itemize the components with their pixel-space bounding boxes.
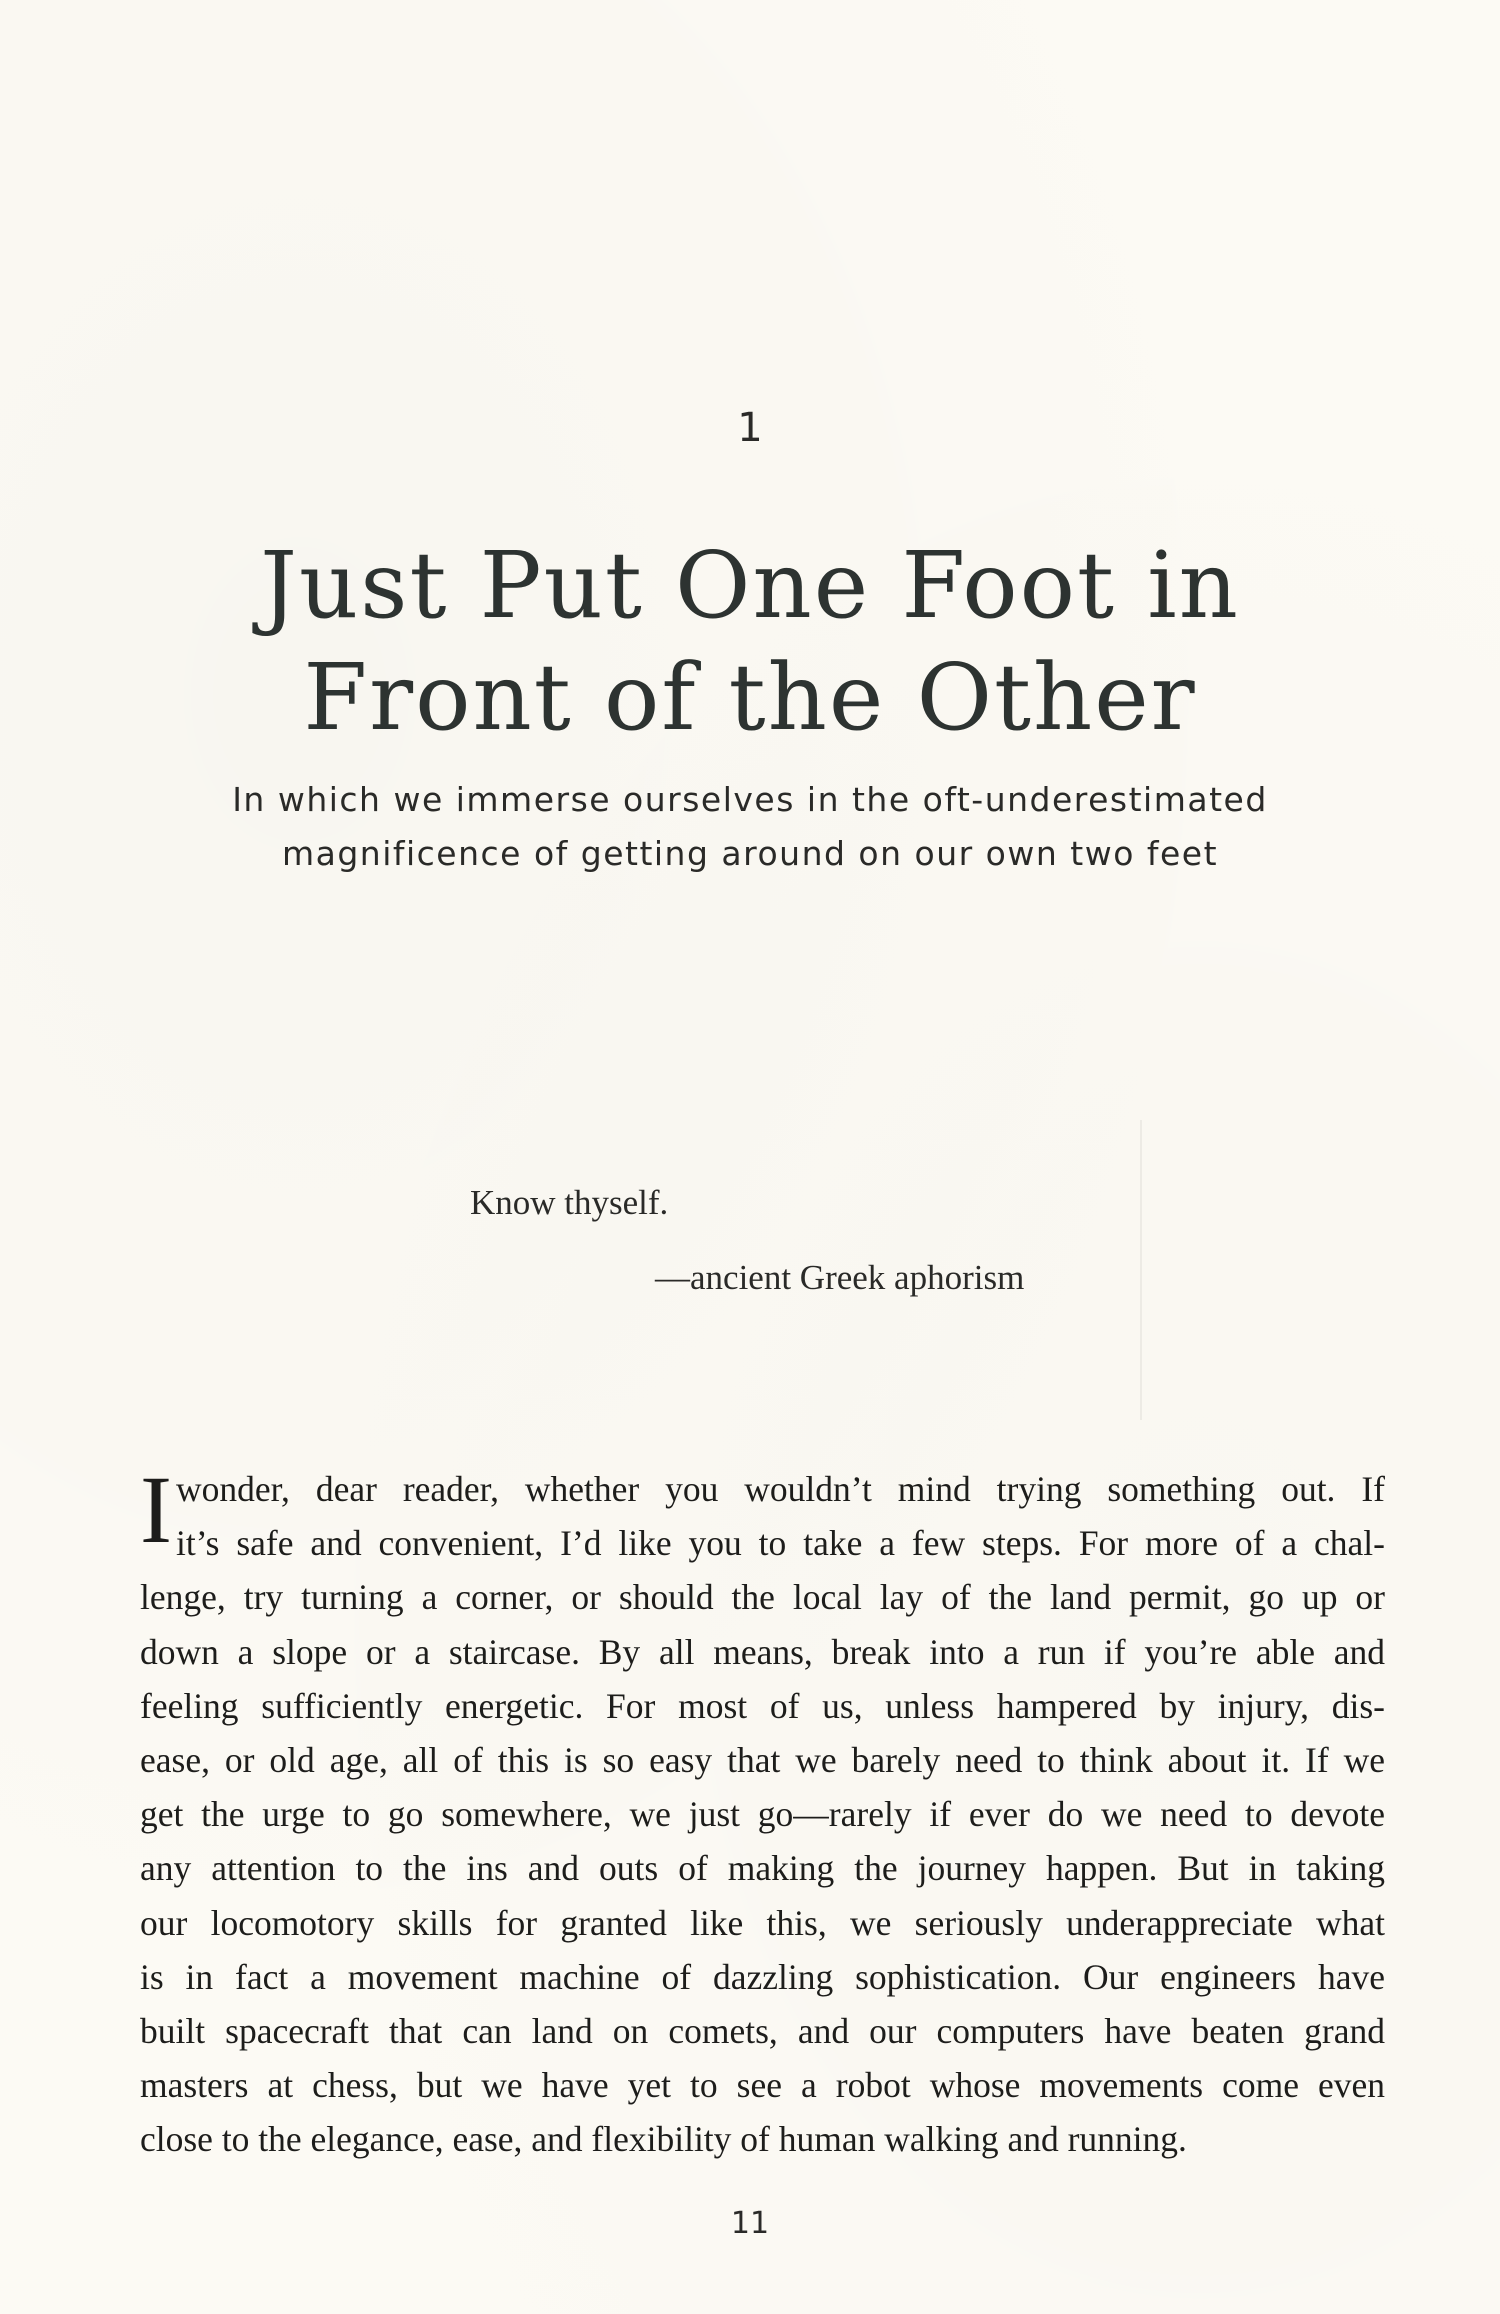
epigraph-attribution: —ancient Greek aphorism xyxy=(655,1258,1025,1297)
body-line: wonder, dear reader, whether you wouldn’t mind trying something out. If xyxy=(176,1469,1385,1509)
body-line: it’s safe and convenient, I’d like you to take a few steps. For more of a chal- xyxy=(176,1523,1385,1564)
page-fold-shadow xyxy=(1140,1120,1142,1420)
drop-cap: I xyxy=(140,1456,172,1563)
chapter-subtitle xyxy=(150,773,1350,881)
body-line: built spacecraft that can land on comets, and our computers have beaten grand xyxy=(140,2011,1385,2052)
body-line: get the urge to go somewhere, we just go—rarely if ever do we need to devote xyxy=(140,1794,1385,1835)
body-line: ease, or old age, all of this is so easy that we barely need to think about it. If we xyxy=(140,1740,1385,1781)
body-line: close to the elegance, ease, and flexibility of human walking and running. xyxy=(140,2119,1187,2160)
body-line: down a slope or a staircase. By all means, break into a run if you’re able and xyxy=(140,1631,1385,1672)
epigraph xyxy=(470,1183,1170,1223)
body-line: our locomotory skills for granted like this, we seriously underappreciate what xyxy=(140,1902,1385,1943)
epigraph-text: Know thyself. xyxy=(470,1183,669,1222)
chapter-number: 1 xyxy=(737,405,763,451)
chapter-subtitle-line: In which we immerse ourselves in the oft-underestimated xyxy=(232,780,1268,819)
chapter-title xyxy=(150,530,1350,754)
chapter-title-line: Front of the Other xyxy=(303,644,1197,751)
body-line: feeling sufficiently energetic. For most of us, unless hampered by injury, dis- xyxy=(140,1685,1385,1726)
body-paragraph xyxy=(140,1456,1385,2167)
body-line: any attention to the ins and outs of making the journey happen. But in taking xyxy=(140,1848,1385,1889)
page-number: 11 xyxy=(730,2206,770,2241)
body-line: lenge, try turning a corner, or should the local lay of the land permit, go up or xyxy=(140,1577,1385,1618)
body-line: masters at chess, but we have yet to see a robot whose movements come even xyxy=(140,2065,1385,2106)
chapter-subtitle-line: magnificence of getting around on our own two feet xyxy=(281,834,1219,873)
body-line: is in fact a movement machine of dazzling sophistication. Our engineers have xyxy=(140,1956,1385,1997)
chapter-title-line: Just Put One Foot in xyxy=(260,532,1240,639)
